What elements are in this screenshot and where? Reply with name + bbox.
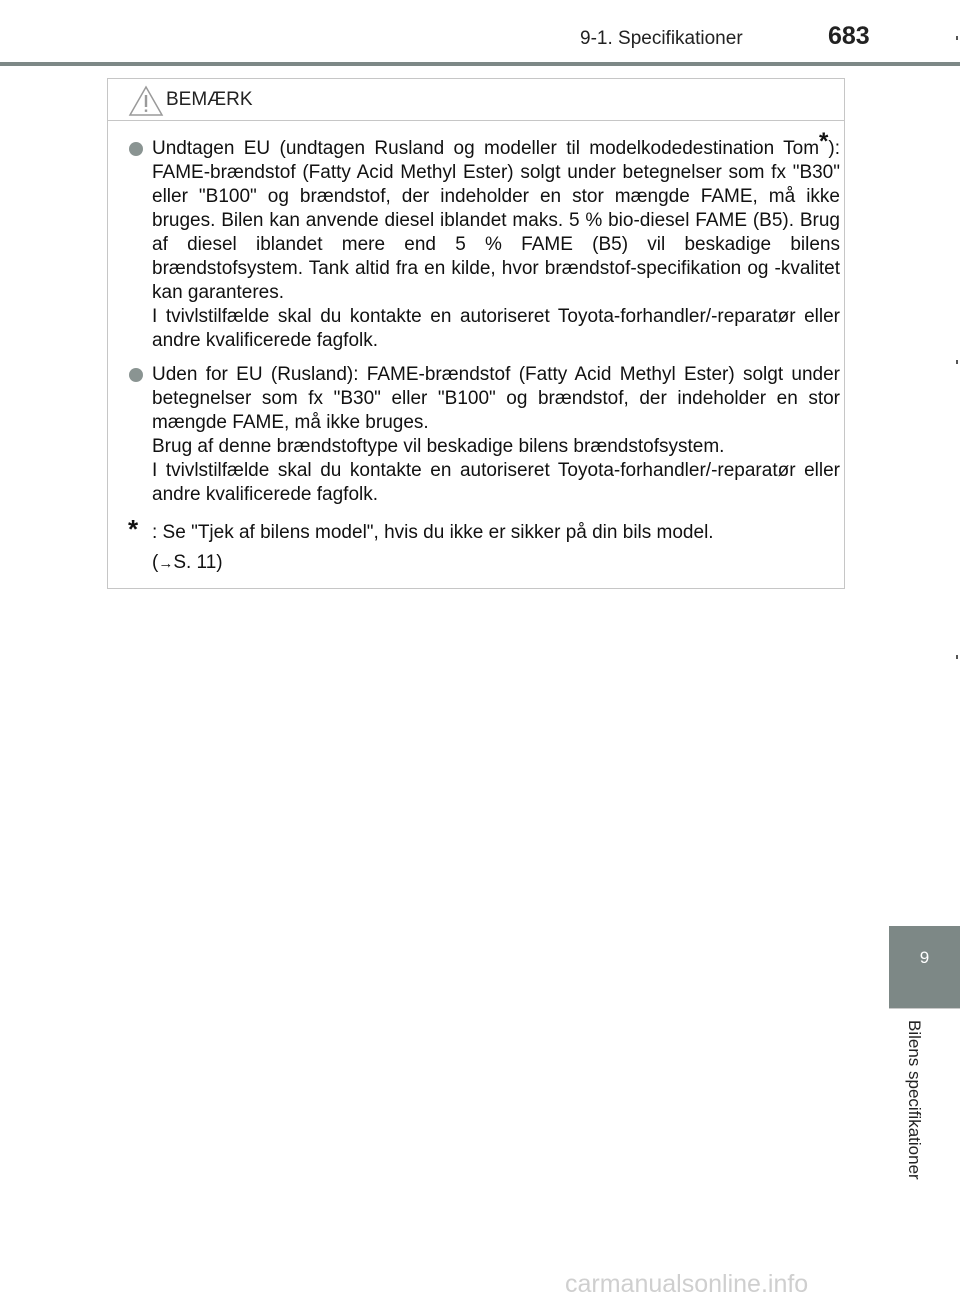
section-title: 9-1. Specifikationer [580,28,743,49]
page-reference[interactable]: (→S. 11) [152,552,223,573]
bullet-paragraph: I tvivlstilfælde skal du kontakte en autoriseret Toyota-forhandler/-reparatør eller andre kvalificerede fagfolk. [152,306,840,351]
warning-triangle-icon [128,85,164,117]
chapter-tab[interactable]: 9 [889,926,960,1008]
bullet-dot-icon [129,368,143,382]
list-item [128,363,840,507]
bullet-paragraph: Uden for EU (Rusland): FAME-brændstof (Fatty Acid Methyl Ester) solgt under betegnelser som fx "B30" eller "B100" og brændstof, der indeholder en stor mængde FAME, må ikke bruges. [152,364,840,433]
footnote [128,514,840,576]
bullet-paragraph: Undtagen EU (undtagen Rusland og modeller til modelkodedestination Tom*): FAME-brændstof (Fatty Acid Methyl Ester) solgt under betegnelser som fx "B30" eller "B100" og brændstof, der indeholder en stor mængde FAME, må ikke bruges. Bilen kan anvende diesel iblandet maks. 5 % bio-diesel FAME (B5). Brug af diesel iblandet mere end 5 % FAME (B5) vil beskadige bilens brændstofsystem. Tank altid fra en kilde, hvor brændstof-specifikation og -kvalitet kan garanteres. [152,128,840,303]
chapter-title-vertical: Bilens specifikationer [905,1020,924,1180]
bullet-paragraph: I tvivlstilfælde skal du kontakte en autoriseret Toyota-forhandler/-reparatør eller andre kvalificerede fagfolk. [152,460,840,505]
footnote-text: : Se "Tjek af bilens model", hvis du ikke er sikker på din bils model. [152,522,714,543]
bullet-dot-icon [129,142,143,156]
notice-body [128,128,840,576]
page-number: 683 [828,22,870,50]
notice-box [107,78,845,589]
list-item [128,128,840,353]
arrow-right-icon: → [158,555,174,572]
chapter-tab-divider [889,1008,960,1009]
header-rule [0,62,960,66]
notice-title: BEMÆRK [166,89,253,110]
bullet-paragraph: Brug af denne brændstoftype vil beskadige bilens brændstofsystem. [152,436,725,457]
edge-mark [956,360,958,364]
edge-mark [956,36,958,40]
footnote-marker: * [128,514,139,544]
edge-mark [956,655,958,659]
footnote-marker: * [819,128,829,155]
watermark: carmanualsonline.info [565,1270,809,1298]
notice-title-row [108,79,844,121]
